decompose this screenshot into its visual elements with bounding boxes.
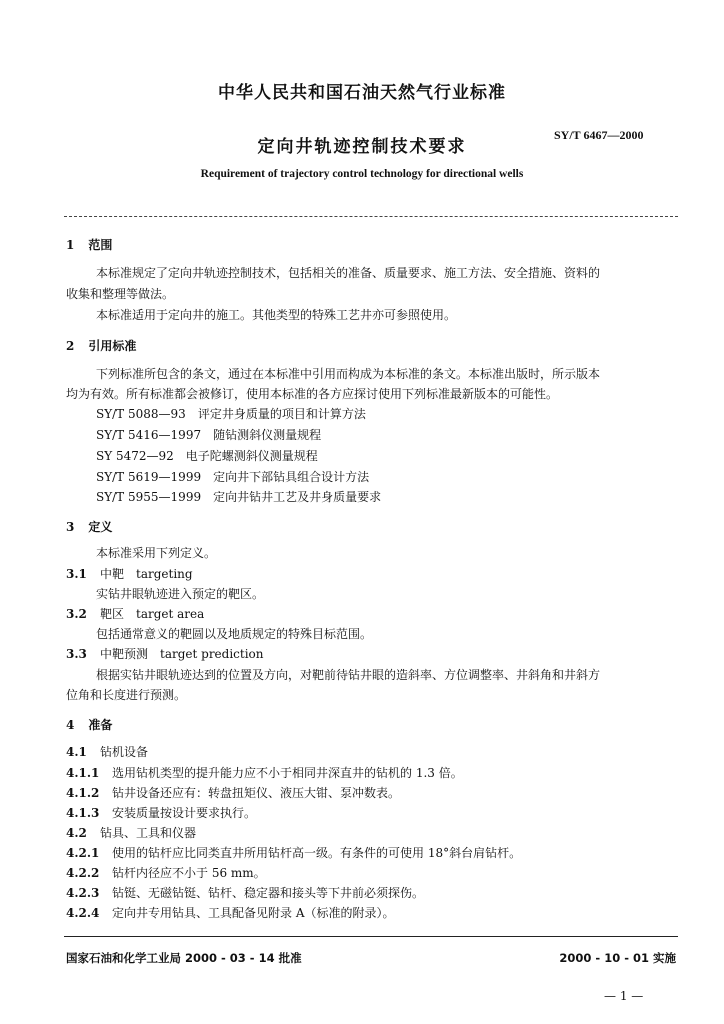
- implementation-date: 2000 - 10 - 01 实施: [559, 951, 676, 965]
- standard-code: SY/T 6467—2000: [554, 128, 644, 142]
- clause-number: 4.1.1: [66, 766, 100, 780]
- standard-category: 中华人民共和国石油天然气行业标准: [218, 83, 506, 103]
- section-title: 准备: [88, 718, 113, 732]
- section-title: 定义: [88, 520, 113, 534]
- section-title: 引用标准: [88, 339, 137, 353]
- section-4-heading: [66, 716, 112, 733]
- term-label: 靶区 target area: [100, 607, 205, 621]
- section-1-heading: [66, 236, 112, 253]
- section-2-heading: [66, 337, 136, 354]
- paragraph: 均为有效。所有标准都会被修订，使用本标准的各方应探讨使用下列标准最新版本的可能性。: [66, 387, 559, 401]
- clause-number: 4.2.2: [66, 866, 100, 880]
- section-number: 4: [66, 718, 75, 732]
- clause-item: [66, 823, 196, 843]
- clause-text: 钻具、工具和仪器: [100, 826, 197, 840]
- paragraph: 本标准采用下列定义。: [96, 546, 217, 560]
- clause-text: 钻铤、无磁钻铤、钻杆、稳定器和接头等下井前必须探伤。: [112, 886, 425, 900]
- footer-divider: [64, 936, 678, 937]
- definition-text: 根据实钻井眼轨迹达到的位置及方向，对靶前待钻井眼的造斜率、方位调整率、井斜角和井斜方: [96, 668, 601, 682]
- clause-text: 选用钻机类型的提升能力应不小于相同井深直井的钻机的 1.3 倍。: [112, 766, 463, 780]
- paragraph: 本标准规定了定向井轨迹控制技术，包括相关的准备、质量要求、施工方法、安全措施、资料的: [96, 266, 601, 280]
- clause-number: 4.2.4: [66, 906, 100, 920]
- paragraph: 收集和整理等做法。: [66, 287, 175, 301]
- page-number: — 1 —: [604, 989, 644, 1003]
- section-number: 3: [66, 520, 75, 534]
- definition-text: 实钻井眼轨迹进入预定的靶区。: [96, 587, 265, 601]
- definition-term: [66, 644, 264, 664]
- clause-text: 安装质量按设计要求执行。: [112, 806, 257, 820]
- clause-item: [66, 783, 400, 803]
- clause-number: 3.3: [66, 647, 87, 661]
- clause-number: 4.1.3: [66, 806, 100, 820]
- clause-item: [66, 742, 148, 762]
- clause-text: 使用的钻杆应比同类直井所用钻杆高一级。有条件的可使用 18°斜台肩钻杆。: [112, 846, 522, 860]
- term-label: 中靶 targeting: [100, 567, 193, 581]
- definition-text: 位角和长度进行预测。: [66, 688, 187, 702]
- clause-number: 4.2.3: [66, 886, 100, 900]
- clause-item: [66, 803, 256, 823]
- clause-item: [66, 883, 424, 903]
- clause-number: 3.1: [66, 567, 87, 581]
- clause-number: 4.2: [66, 826, 87, 840]
- clause-item: [66, 903, 394, 923]
- document-title: 定向井轨迹控制技术要求: [257, 137, 467, 157]
- section-title: 范围: [88, 238, 113, 252]
- clause-number: 4.1.2: [66, 786, 100, 800]
- reference-item: SY/T 5416—1997 随钻测斜仪测量规程: [96, 428, 322, 442]
- clause-number: 3.2: [66, 607, 87, 621]
- header-divider: [64, 216, 678, 217]
- reference-item: SY/T 5955—1999 定向井钻井工艺及井身质量要求: [96, 490, 382, 504]
- section-number: 1: [66, 238, 75, 252]
- paragraph: 下列标准所包含的条文，通过在本标准中引用而构成为本标准的条文。本标准出版时，所示版本: [96, 367, 601, 381]
- section-3-heading: [66, 518, 112, 535]
- reference-item: SY 5472—92 电子陀螺测斜仪测量规程: [96, 449, 318, 463]
- approval-line: 国家石油和化学工业局 2000 - 03 - 14 批准: [66, 951, 302, 965]
- clause-number: 4.2.1: [66, 846, 100, 860]
- term-label: 中靶预测 target prediction: [100, 647, 264, 661]
- definition-term: [66, 604, 204, 624]
- reference-item: SY/T 5088—93 评定井身质量的项目和计算方法: [96, 407, 366, 421]
- clause-item: [66, 763, 463, 783]
- paragraph: 本标准适用于定向井的施工。其他类型的特殊工艺井亦可参照使用。: [96, 308, 457, 322]
- clause-item: [66, 863, 266, 883]
- clause-text: 钻杆内径应不小于 56 mm。: [112, 866, 266, 880]
- clause-item: [66, 843, 521, 863]
- clause-text: 钻机设备: [100, 745, 149, 759]
- definition-text: 包括通常意义的靶圆以及地质规定的特殊目标范围。: [96, 627, 373, 641]
- clause-number: 4.1: [66, 745, 87, 759]
- definition-term: [66, 564, 193, 584]
- clause-text: 钻井设备还应有：转盘扭矩仪、液压大钳、泵冲数表。: [112, 786, 401, 800]
- clause-text: 定向井专用钻具、工具配备见附录 A（标准的附录）。: [112, 906, 395, 920]
- reference-item: SY/T 5619—1999 定向井下部钻具组合设计方法: [96, 470, 370, 484]
- section-number: 2: [66, 339, 75, 353]
- document-title-english: Requirement of trajectory control technology for directional wells: [200, 168, 524, 180]
